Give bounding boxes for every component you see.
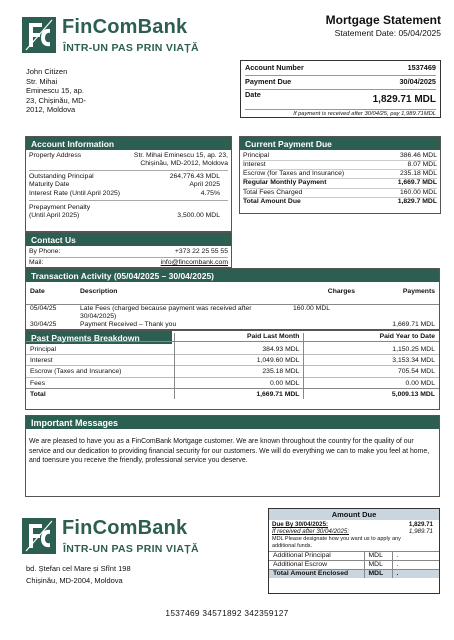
account-number-label: Account Number <box>245 63 304 72</box>
prepayment-penalty-period: (Until April 2025) <box>29 211 80 219</box>
statement-date: Statement Date: 05/04/2025 <box>334 28 441 39</box>
account-number-value: 1537469 <box>407 63 436 72</box>
phone-label: By Phone: <box>29 248 61 255</box>
amount-due-coupon <box>268 508 440 594</box>
property-address-value: Str. Mihai Eminescu 15, ap. 23, Chișinău, MD-2012, Moldova <box>133 152 228 168</box>
fincombank-logo-icon <box>22 518 56 554</box>
maturity-date-label: Maturity Date <box>29 181 70 189</box>
transaction-table <box>26 288 439 330</box>
total-enclosed-input[interactable]: . <box>392 570 439 579</box>
footer-address-line: Chișinău, MD-2004, Moldova <box>26 576 123 585</box>
interest-rate-label: Interest Rate (Until April 2025) <box>29 189 121 197</box>
date-label: Date <box>245 89 261 99</box>
customer-name: John Citizen <box>26 67 68 76</box>
outstanding-principal-label: Outstanding Principal <box>29 173 94 181</box>
account-information-panel <box>25 136 232 232</box>
transaction-activity-panel <box>25 268 440 330</box>
additional-funds-table <box>269 551 439 578</box>
important-messages-text: We are pleased to have you as a FinComBank Mortgage customer. We are known throughout the country for the quality of our service and our dedication to providing financial security for our customers. We will do everything we can to make you feel at home, and toensure you receive the friendly, professional service you deserve. <box>29 438 430 465</box>
brand-logo <box>22 17 252 61</box>
additional-funds-note: MDL Please designate how you want us to apply any additional funds. <box>272 535 401 549</box>
table-row: Escrow (Taxes and Insurance) 235.18 MDL 705.54 MDL <box>26 366 439 377</box>
due-by-label: Due By 30/04/2025: <box>272 521 329 528</box>
mail-label: Mail: <box>29 259 44 267</box>
phone-value: +373 22 25 55 55 <box>174 248 228 255</box>
after-due-label: If received after 30/04/2025: <box>272 528 350 536</box>
table-row: Interest 1,049.60 MDL 3,153.34 MDL <box>26 355 439 366</box>
footer-address-line: bd. Ștefan cel Mare și Sfînt 198 <box>26 564 131 573</box>
after-due-value: 1,989.71 <box>408 528 433 536</box>
maturity-date-value: April 2025 <box>189 181 220 189</box>
table-row: Additional Principal MDL . <box>269 551 439 560</box>
important-messages-panel <box>25 415 440 497</box>
amount-due-value: 1,829.71 MDL <box>372 93 436 105</box>
footer-brand-name: FinComBank <box>62 517 188 539</box>
customer-address-line: Eminescu 15, ap. <box>26 86 84 95</box>
amount-due-title: Amount Due <box>269 509 439 520</box>
statement-title: Mortgage Statement <box>325 13 441 27</box>
past-payments-panel <box>25 330 440 410</box>
payment-row: Total Amount Due 1,829.7 MDL <box>243 197 437 205</box>
table-header-row: Paid Last Month Paid Year to Date <box>26 333 439 342</box>
interest-rate-value: 4.75% <box>200 189 220 197</box>
prepayment-penalty-value: 3,500.00 MDL <box>177 211 220 219</box>
table-row: Total 1,669.71 MDL 5,009.13 MDL <box>26 388 439 399</box>
table-header-row: Date Description Charges Payments <box>30 288 435 295</box>
table-row: Fees 0.00 MDL 0.00 MDL <box>26 377 439 388</box>
current-payment-panel <box>239 136 441 214</box>
statement-header <box>326 13 441 39</box>
property-address-label: Property Address <box>29 152 82 159</box>
outstanding-principal-value: 264,776.43 MDL <box>169 173 220 181</box>
current-payment-title: Current Payment Due <box>240 137 440 150</box>
footer-address <box>26 563 131 587</box>
table-row: Principal 384.93 MDL 1,150.25 MDL <box>26 342 439 355</box>
mail-link[interactable]: info@fincombank.com <box>160 259 228 267</box>
table-row: Additional Escrow MDL . <box>269 561 439 570</box>
additional-escrow-input[interactable]: . <box>392 561 439 570</box>
customer-address-line: 23, Chișinău, MD- <box>26 95 87 105</box>
payment-row: Escrow (for Taxes and Insurance) 235.18 MDL <box>243 170 437 179</box>
footer-brand-slogan: ÎNTR-UN PAS PRIN VIAȚĂ <box>63 543 199 555</box>
brand-name: FinComBank <box>62 16 188 38</box>
account-code-line: 1537469 34571892 342359127 <box>165 608 289 618</box>
fincombank-logo-icon <box>22 17 56 53</box>
brand-slogan: ÎNTR-UN PAS PRIN VIAȚĂ <box>63 42 199 54</box>
customer-address-line: Str. Mihai <box>26 76 58 86</box>
table-row: 05/04/25 Late Fees (charged because payment was received after 30/04/2025) 160.00 MDL <box>26 305 439 322</box>
past-payments-title: Past Payments Breakdown <box>26 331 172 344</box>
additional-principal-input[interactable]: . <box>392 551 439 560</box>
table-row: Total Amount Enclosed MDL . <box>269 570 439 579</box>
customer-address <box>26 67 86 115</box>
payment-row: Total Fees Charged 160.00 MDL <box>243 189 437 198</box>
payment-due-value: 30/04/2025 <box>399 76 436 86</box>
prepayment-penalty-label: Prepayment Penalty <box>29 203 91 211</box>
payment-row: Regular Monthly Payment 1,669.7 MDL <box>243 179 437 188</box>
payment-row: Interest 8.07 MDL <box>243 161 437 170</box>
due-by-value: 1,829.71 <box>408 521 433 528</box>
payment-due-label: Payment Due <box>245 76 292 86</box>
contact-panel <box>25 232 232 268</box>
account-information-title: Account Information <box>26 137 231 150</box>
transaction-activity-title: Transaction Activity (05/04/2025 – 30/04/2025) <box>26 269 439 282</box>
table-row: 30/04/25 Payment Received – Thank you 1,669.71 MDL <box>30 321 435 329</box>
summary-box <box>240 60 441 118</box>
important-messages-title: Important Messages <box>26 416 439 429</box>
late-payment-note: If payment is received after 30/04/25, pay 1,989.71MDL <box>245 109 436 118</box>
contact-title: Contact Us <box>26 233 231 246</box>
footer-logo <box>22 518 252 562</box>
payment-row: Principal 386.46 MDL <box>243 152 437 161</box>
customer-address-line: 2012, Moldova <box>26 105 76 114</box>
